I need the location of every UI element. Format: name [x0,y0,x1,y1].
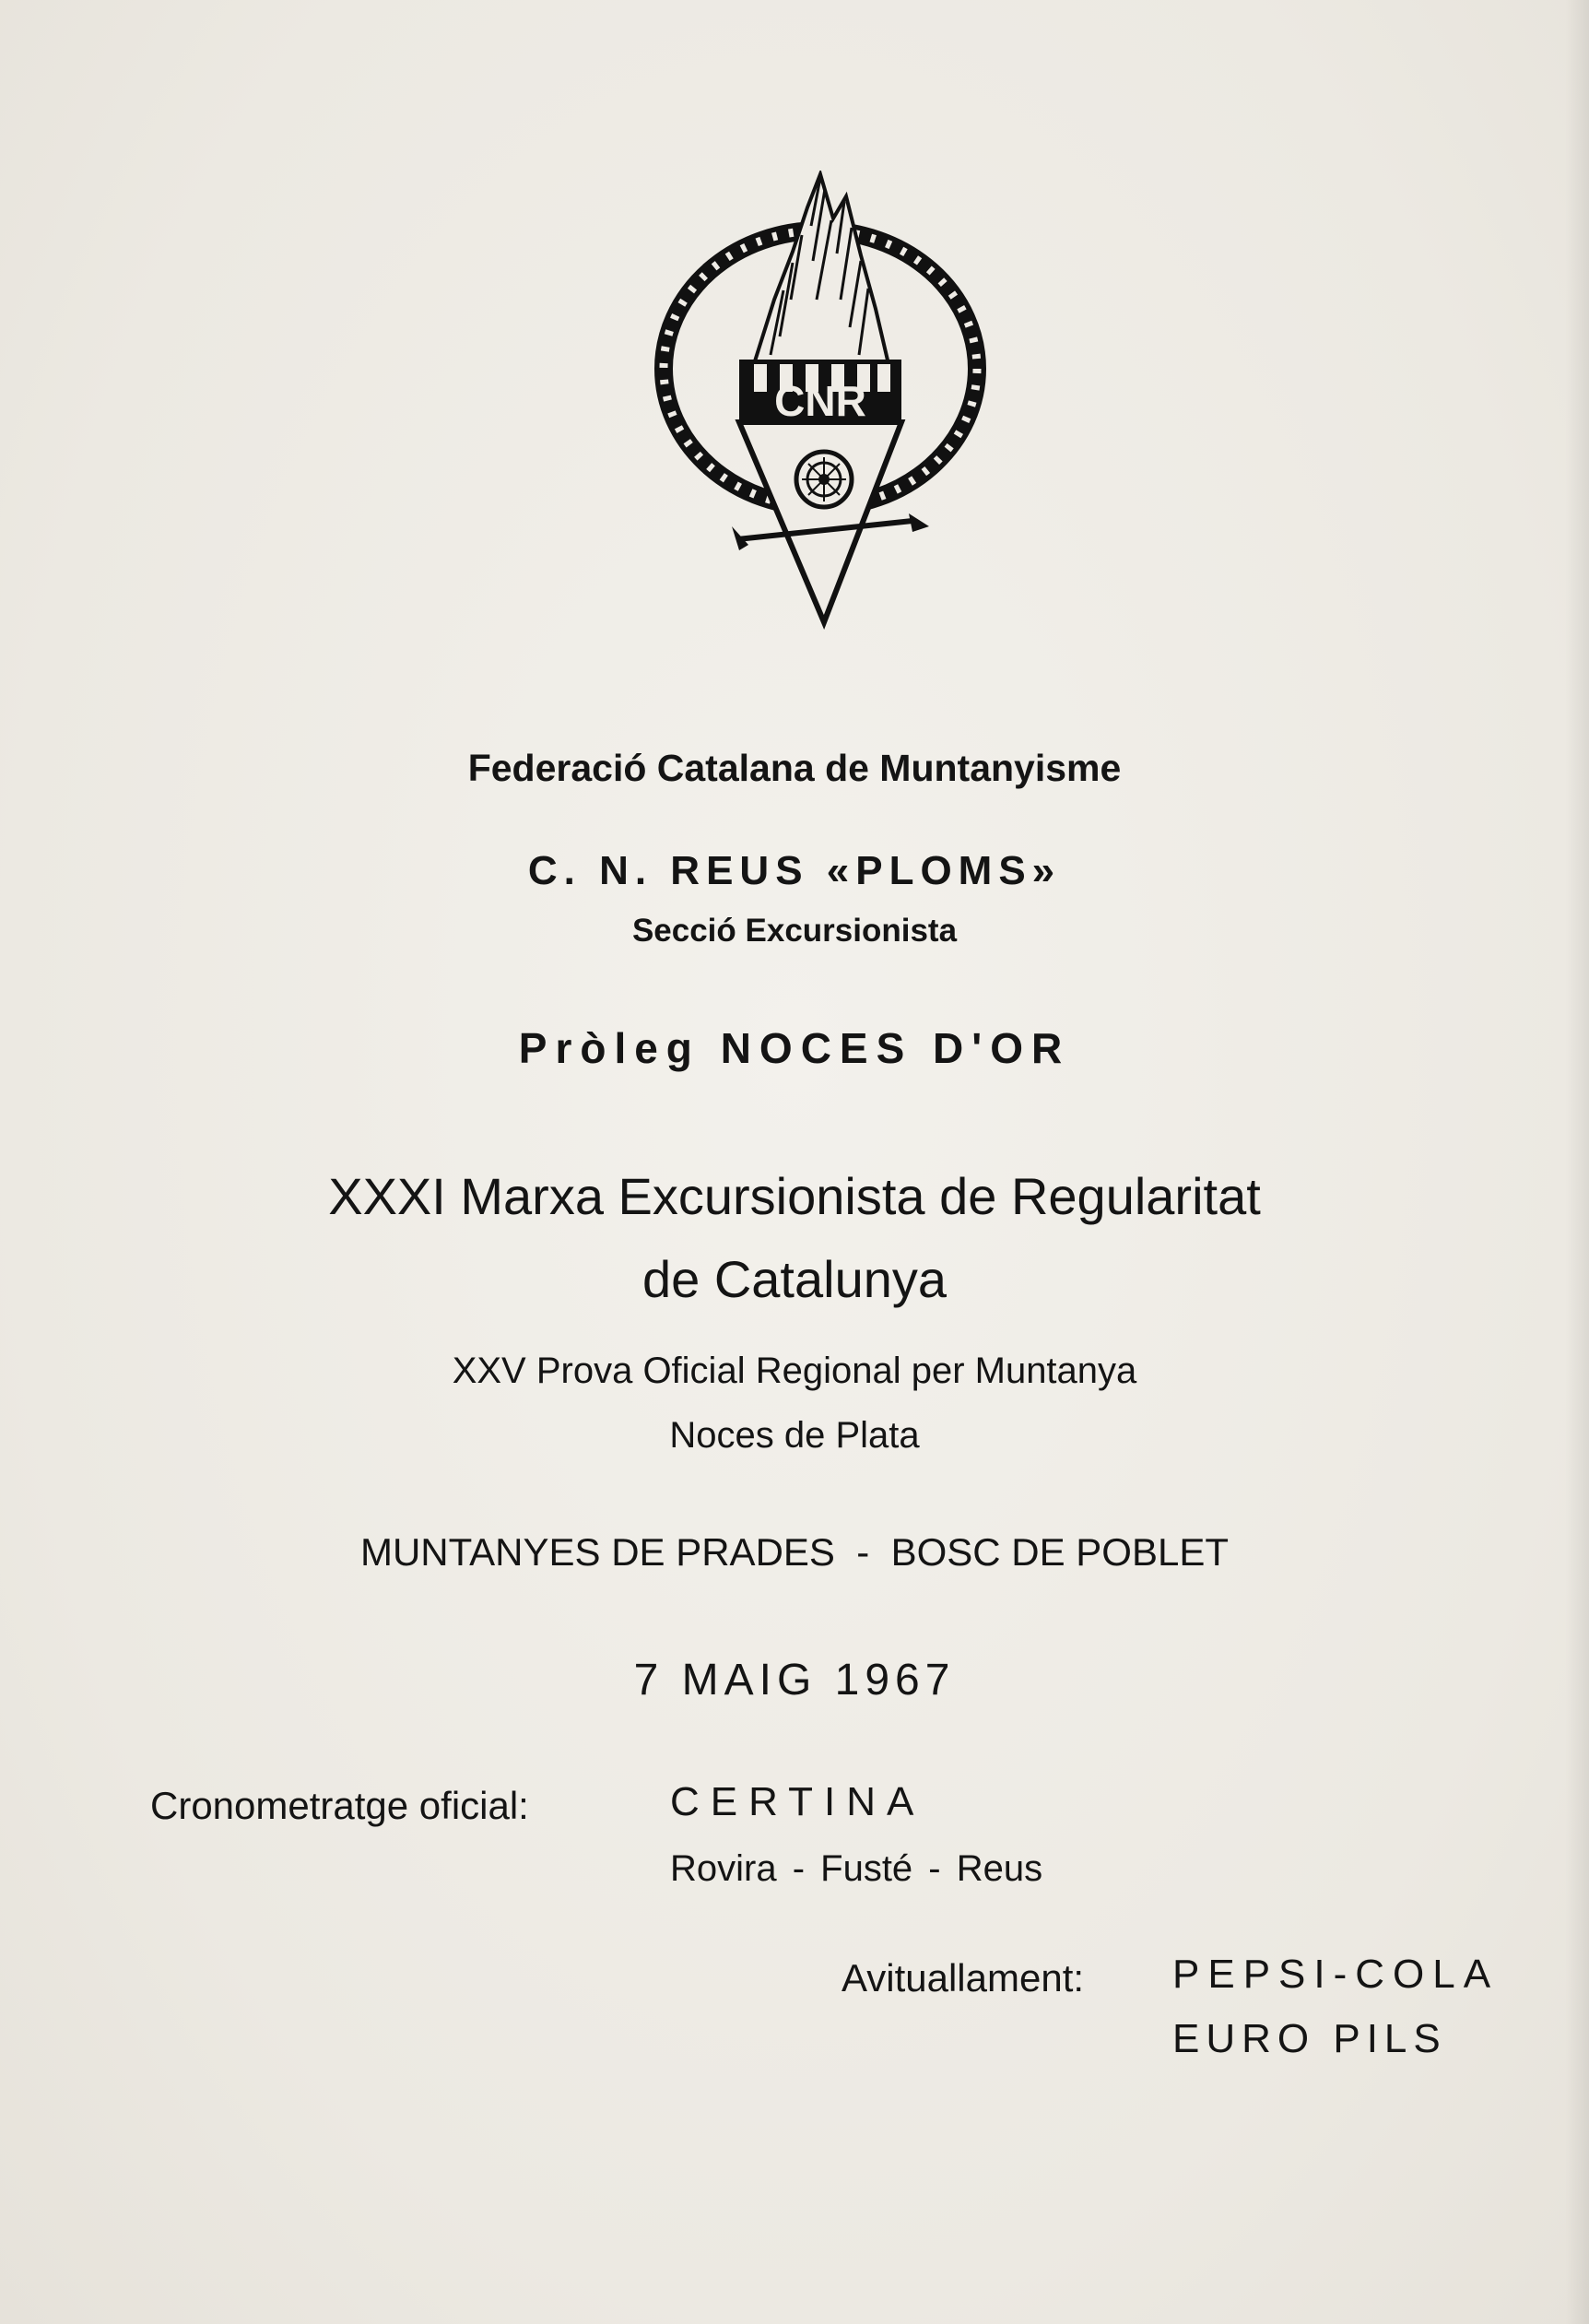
federation-name: Federació Catalana de Muntanyisme [467,747,1122,789]
event-location: MUNTANYES DE PRADES - BOSC DE POBLET [359,1530,1230,1574]
club-name: C. N. REUS «PLOMS» [527,848,1062,893]
prologue-title: Pròleg NOCES D'OR [518,1024,1071,1072]
event-title-line-1: XXXI Marxa Excursionista de Regularitat [328,1167,1261,1225]
timekeeping-brand: CERTINA [670,1779,925,1824]
cnr-emblem-logo [636,171,1005,631]
catering-sponsor-2: EURO PILS [1172,2016,1447,2061]
silver-anniversary-subtitle: Noces de Plata [669,1415,920,1456]
section-name: Secció Excursionista [631,913,958,949]
page-edge-shadow [1565,0,1589,2324]
event-date: 7 MAIG 1967 [633,1656,956,1705]
emblem-letters: CNR [774,377,866,425]
official-trial-subtitle: XXV Prova Oficial Regional per Muntanya [452,1351,1137,1391]
catering-sponsor-1: PEPSI-COLA [1172,1952,1500,1997]
timekeeping-dealer: Rovira - Fusté - Reus [670,1848,1043,1889]
rosette-icon [796,452,852,507]
catering-label: Avituallament: [842,1956,1085,2000]
event-title-line-2: de Catalunya [641,1250,947,1308]
timekeeping-label: Cronometratge oficial: [150,1784,529,1827]
